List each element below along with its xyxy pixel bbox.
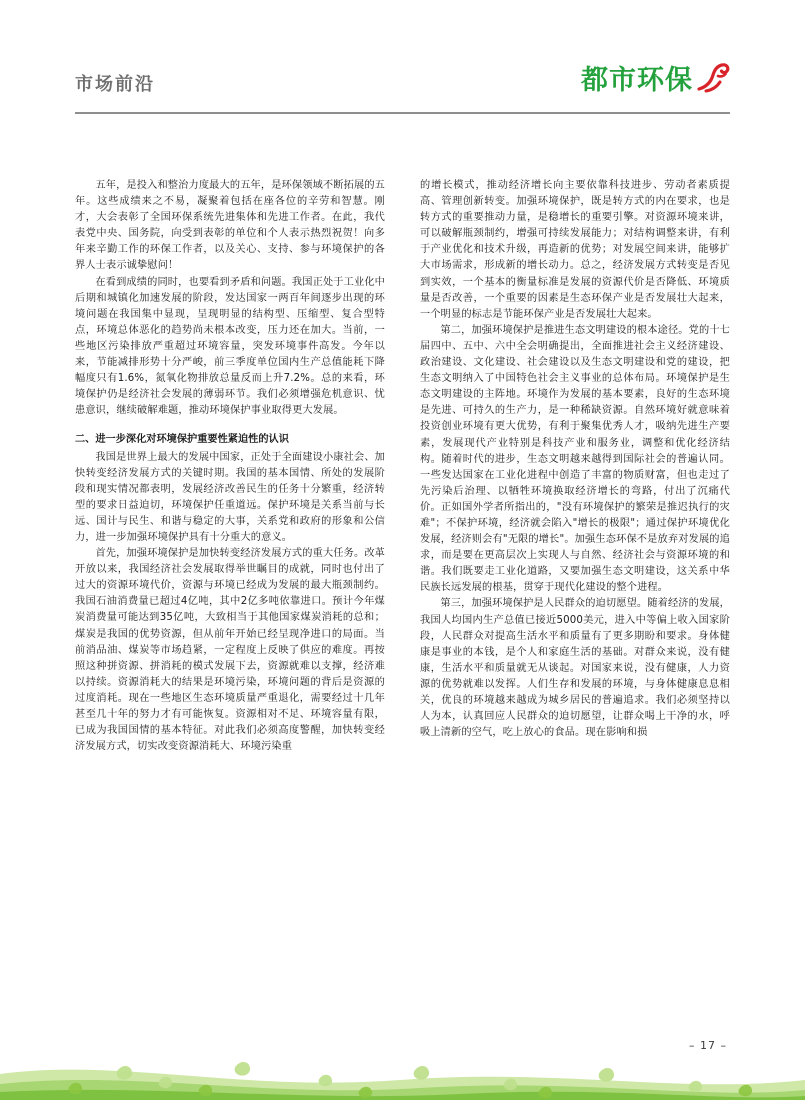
paragraph: 我国是世界上最大的发展中国家，正处于全面建设小康社会、加快转变经济发展方式的关键时期。我国的基本国情、所处的发展阶段和现实情况都表明，发展经济改善民生的任务十分繁重，经济转型的要求日益迫切，环境保护任重道远。保护环境是关系当前与长远、国计与民生、和谐与稳定的大事，关系党和政府的形象和公信力，进一步加强环境保护具有十分重大的意义。 bbox=[75, 451, 385, 543]
header-divider bbox=[75, 112, 730, 114]
right-column bbox=[420, 178, 730, 755]
magazine-brand bbox=[581, 62, 730, 94]
paragraph: 首先，加强环境保护是加快转变经济发展方式的重大任务。改革开放以来，我国经济社会发展取得举世瞩目的成就，同时也付出了过大的资源环境代价，资源与环境已经成为发展的最大瓶颈制约。我国石油消费量已超过4亿吨，其中2亿多吨依靠进口。预计今年煤炭消费量可能达到35亿吨，大致相当于其他国家煤炭消耗的总和；煤炭是我国的优势资源，但从前年开始已经呈现净进口的局面。当前消品油、煤炭等市场趋紧，一定程度上反映了供应的难度。再按照这种拼资源、拼消耗的模式发展下去，资源就难以支撑，经济难以持续。资源消耗大的结果是环境污染，环境问题的背后是资源的过度消耗。现在一些地区生态环境质量严重退化，需要经过十几年甚至几十年的努力才有可能恢复。资源相对不足、环境容量有限，已成为我国国情的基本特征。对此我们必须高度警醒，加快转变经济发展方式，切实改变资源消耗大、环境污染重 bbox=[75, 548, 385, 753]
paragraph: 的增长模式，推动经济增长向主要依靠科技进步、劳动者素质提高、管理创新转变。加强环境保护，既是转方式的内在要求，也是转方式的重要推动力量，是稳增长的重要引擎。对资源环境来讲，可以破解瓶颈制约，增强可持续发展能力；对结构调整来讲，有利于产业优化和技术升级，再造新的优势；对发展空间来讲，能够扩大市场需求，形成新的增长动力。总之，经济发展方式转变是否见到实效，一个基本的衡量标准是发展的资源代价是否降低、环境质量是否改善，一个重要的因素是生态环保产业是否发展壮大起来，一个明显的标志是节能环保产业是否发展壮大起来。 bbox=[420, 180, 730, 320]
wind-swoosh-icon bbox=[696, 62, 730, 94]
brand-name: 都市环保 bbox=[581, 65, 693, 96]
paragraph: 五年，是投入和整治力度最大的五年，是环保领域不断拓展的五年。这些成绩来之不易，凝聚着包括在座各位的辛劳和智慧。刚才，大会表彰了全国环保系统先进集体和先进工作者。在此，我代表党中央、国务院，向受到表彰的单位和个人表示热烈祝贺！向多年来辛勤工作的环保工作者，以及关心、支持、参与环境保护的各界人士表示诚挚慰问！ bbox=[75, 180, 385, 272]
paragraph: 在看到成绩的同时，也要看到矛盾和问题。我国正处于工业化中后期和城镇化加速发展的阶段，发达国家一两百年间逐步出现的环境问题在我国集中显现，呈现明显的结构型、压缩型、复合型特点，环境总体恶化的趋势尚未根本改变，压力还在加大。当前，一些地区污染排放严重超过环境容量，突发环境事件高发。今年以来，节能减排形势十分严峻，前三季度单位国内生产总值能耗下降幅度只有1.6%，氮氧化物排放总量反而上升7.2%。总的来看，环境保护仍是经济社会发展的薄弱环节。我们必须增强危机意识、忧患意识，继续破解难题，推动环境保护事业取得更大发展。 bbox=[75, 276, 385, 417]
page-number: – 17 – bbox=[689, 1039, 727, 1052]
left-column bbox=[75, 178, 385, 755]
page-header bbox=[75, 62, 730, 112]
article-body bbox=[75, 178, 730, 755]
footer-decoration bbox=[0, 1040, 805, 1100]
paragraph: 第二，加强环境保护是推进生态文明建设的根本途径。党的十七届四中、五中、六中全会明确提出，全面推进社会主义经济建设、政治建设、文化建设、社会建设以及生态文明建设和党的建设，把生态文明纳入了中国特色社会主义事业的总体布局。环境保护是生态文明建设的主阵地。环境作为发展的基本要素，良好的生态环境是先进、可持久的生产力，是一种稀缺资源。自然环境好就意味着投资创业环境有更大优势，有利于聚集优秀人才，吸纳先进生产要素，发展现代产业特别是科技产业和服务业，调整和优化经济结构。随着时代的进步，生态文明越来越得到国际社会的普遍认同。一些发达国家在工业化进程中创造了丰富的物质财富，但也走过了先污染后治理、以牺牲环境换取经济增长的弯路，付出了沉痛代价。正如国外学者所指出的，"没有环境保护的繁荣是推迟执行的灾难"；不保护环境，经济就会陷入"增长的极限"；通过保护环境优化发展，经济则会有"无限的增长"。加强生态环保不是放弃对发展的追求，而是要在更高层次上实现人与自然、经济社会与资源环境的和谐。我们既要走工业化道路，又要加强生态文明建设，这关系中华民族长远发展的根基，贯穿于现代化建设的整个进程。 bbox=[420, 324, 730, 594]
section-heading: 二、进一步深化对环境保护重要性紧迫性的认识 bbox=[75, 434, 289, 446]
paragraph: 第三，加强环境保护是人民群众的迫切愿望。随着经济的发展，我国人均国内生产总值已接近5000美元，进入中等偏上收入国家阶段，人民群众对提高生活水平和质量有了更多期盼和要求。身体健康是事业的本钱，是个人和家庭生活的基础。对群众来说，没有健康，生活水平和质量就无从谈起。对国家来说，没有健康，人力资源的优势就难以发挥。人们生存和发展的环境，与身体健康息息相关，优良的环境越来越成为城乡居民的普遍追求。我们必须坚持以人为本，认真回应人民群众的迫切愿望，让群众喝上干净的水，呼吸上清新的空气，吃上放心的食品。现在影响和损 bbox=[420, 598, 730, 739]
section-title: 市场前沿 bbox=[75, 74, 155, 95]
